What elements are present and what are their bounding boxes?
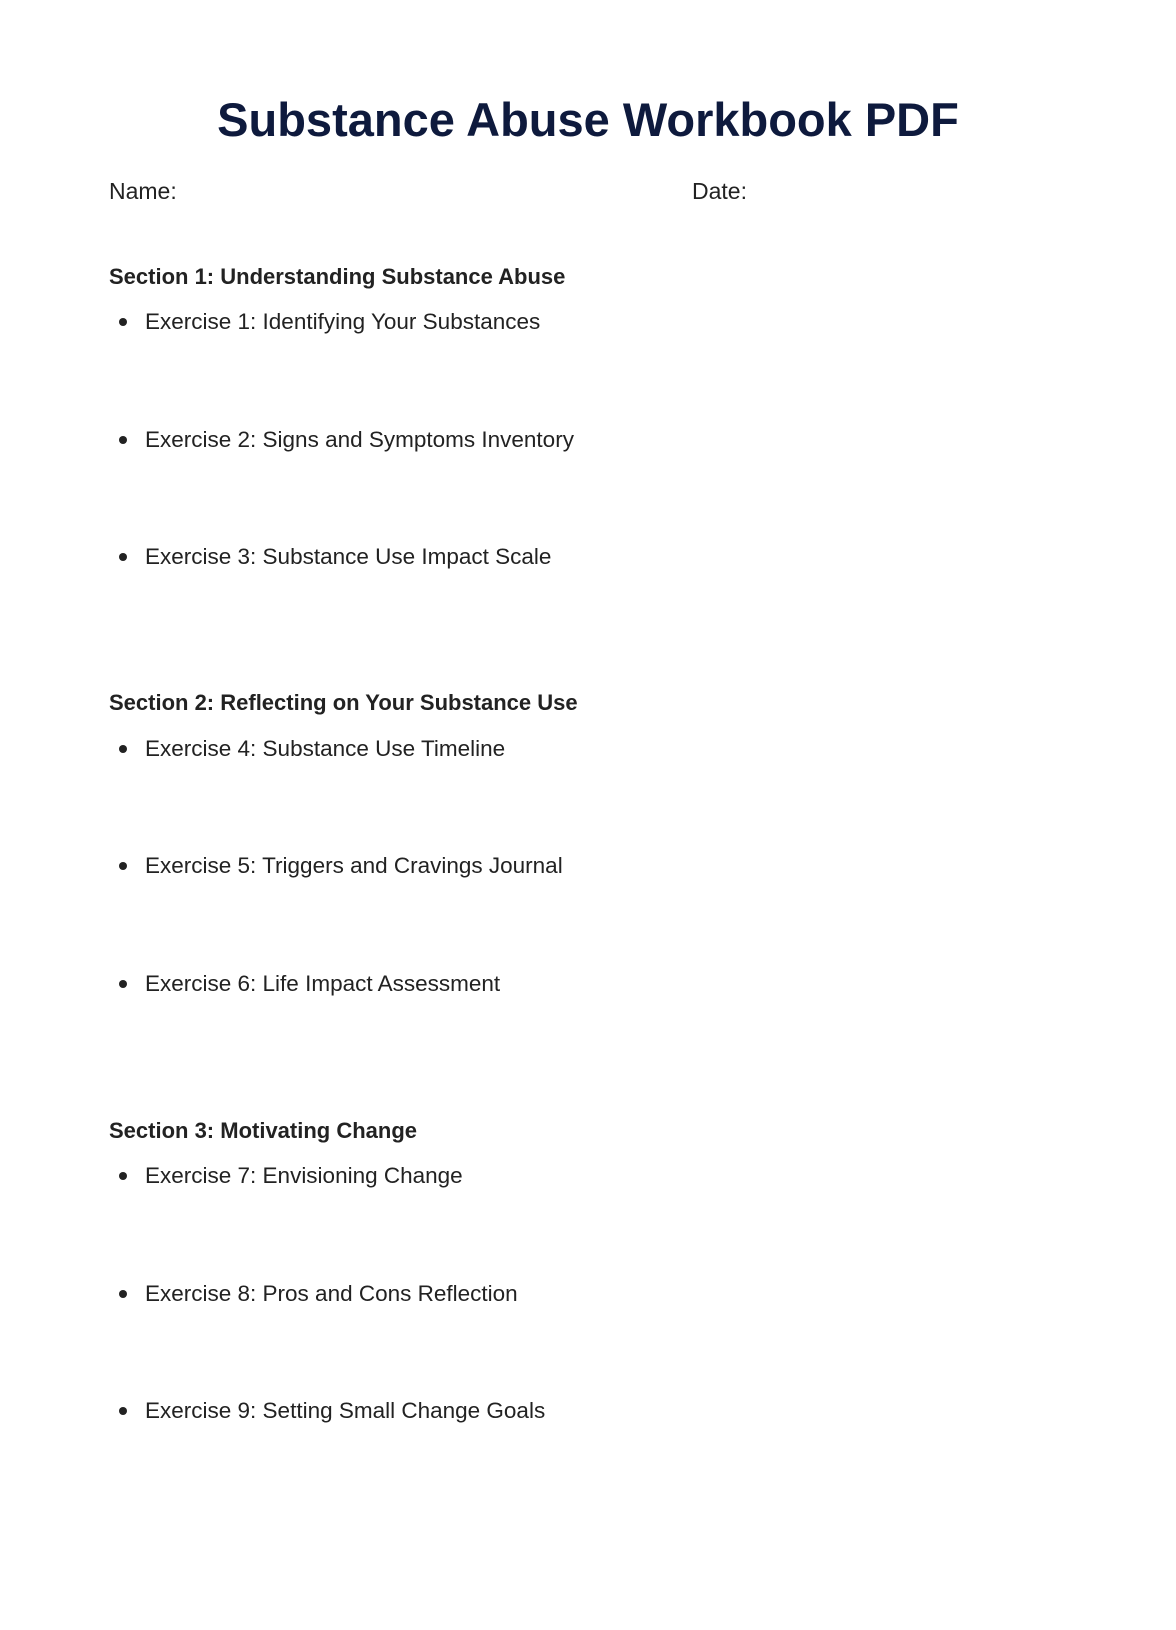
- bullet-icon: [119, 1172, 127, 1180]
- section-1-heading: Section 1: Understanding Substance Abuse: [109, 264, 566, 289]
- bullet-icon: [119, 862, 127, 870]
- exercise-5: Exercise 5: Triggers and Cravings Journal: [145, 853, 563, 878]
- bullet-icon: [119, 1407, 127, 1415]
- bullet-icon: [119, 553, 127, 561]
- name-label: Name:: [109, 178, 177, 204]
- exercise-2: Exercise 2: Signs and Symptoms Inventory: [145, 427, 574, 452]
- bullet-icon: [119, 745, 127, 753]
- exercise-9: Exercise 9: Setting Small Change Goals: [145, 1398, 546, 1423]
- page-title: Substance Abuse Workbook PDF: [217, 93, 959, 146]
- exercise-4: Exercise 4: Substance Use Timeline: [145, 736, 506, 761]
- exercise-6: Exercise 6: Life Impact Assessment: [145, 971, 501, 996]
- exercise-7: Exercise 7: Envisioning Change: [145, 1163, 463, 1188]
- bullet-icon: [119, 980, 127, 988]
- date-label: Date:: [692, 178, 747, 204]
- section-3-heading: Section 3: Motivating Change: [109, 1118, 418, 1143]
- exercise-1: Exercise 1: Identifying Your Substances: [145, 309, 541, 334]
- exercise-3: Exercise 3: Substance Use Impact Scale: [145, 544, 552, 569]
- bullet-icon: [119, 436, 127, 444]
- bullet-icon: [119, 318, 127, 326]
- bullet-icon: [119, 1290, 127, 1298]
- exercise-8: Exercise 8: Pros and Cons Reflection: [145, 1281, 518, 1306]
- section-2-heading: Section 2: Reflecting on Your Substance Use: [109, 690, 578, 715]
